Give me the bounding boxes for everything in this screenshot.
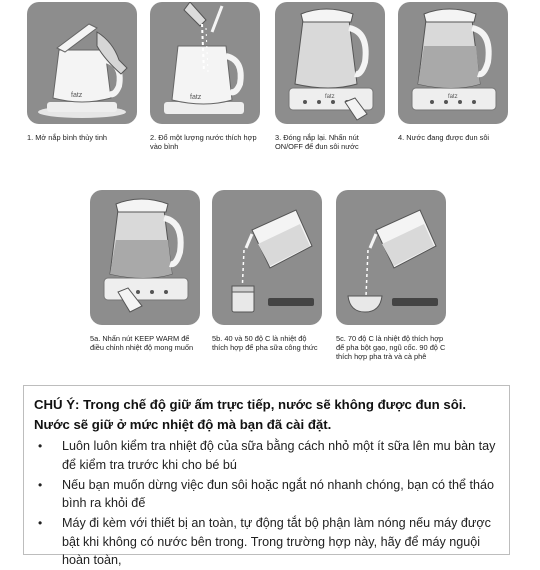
step-4-caption: 4. Nước đang được đun sôi [398,133,490,142]
bullet-icon: • [38,516,43,530]
step-5a-illustration [90,190,200,325]
caution-item-text: Máy đi kèm với thiết bị an toàn, tự động tắt bộ phận làm nóng nếu máy được bật khi không có nước bên trong. Trong trường hợp này, hãy để máy nguội hoàn toàn, [62,516,491,567]
step-1-illustration [27,2,137,124]
step-5b-illustration [212,190,322,325]
caution-item-text: Nếu bạn muốn dừng việc đun sôi hoặc ngắt nó nhanh chóng, bạn có thể tháo bình ra khỏi đế [62,477,495,510]
caution-item [34,476,499,513]
step-5a-caption: 5a. Nhấn nút KEEP WARM để điều chỉnh nhiệt độ mong muốn [90,334,194,352]
bullet-icon: • [38,439,43,453]
step-3-caption: 3. Đóng nắp lại. Nhấn nút ON/OFF để đun sôi nước [275,133,359,151]
caution-note [23,385,510,567]
step-5c-illustration [336,190,446,325]
bullet-icon: • [38,477,43,492]
brand-logo: fatz [190,94,202,101]
caution-item [34,437,499,474]
brand-logo: fatz [71,92,83,99]
step-5b-caption: 5b. 40 và 50 độ C là nhiệt độ thích hợp để pha sữa công thức [212,334,318,352]
step-5c-caption: 5c. 70 độ C là nhiệt độ thích hợp để pha bột gạo, ngũ cốc. 90 độ C thích hợp pha trà và cà phê [336,334,446,361]
caution-item-text: Luôn luôn kiểm tra nhiệt độ của sữa bằng cách nhỏ một ít sữa lên mu bàn tay để kiểm tra trước khi cho bé bú [62,439,496,472]
caution-heading: CHÚ Ý: Trong chế độ giữ ấm trực tiếp, nước sẽ không được đun sôi. Nước sẽ giữ ở mức nhiệt độ mà bạn đã cài đặt. [34,397,467,432]
caution-list [34,437,499,570]
step-2-caption: 2. Đổ một lượng nước thích hợp vào bình [150,133,257,151]
brand-logo: fatz [325,94,335,100]
step-1-caption: 1. Mở nắp bình thủy tinh [27,133,108,142]
step-4-illustration [398,2,508,124]
step-2-illustration [150,2,260,124]
brand-logo: fatz [448,94,458,100]
caution-item [34,514,499,570]
step-3-illustration [275,2,385,124]
